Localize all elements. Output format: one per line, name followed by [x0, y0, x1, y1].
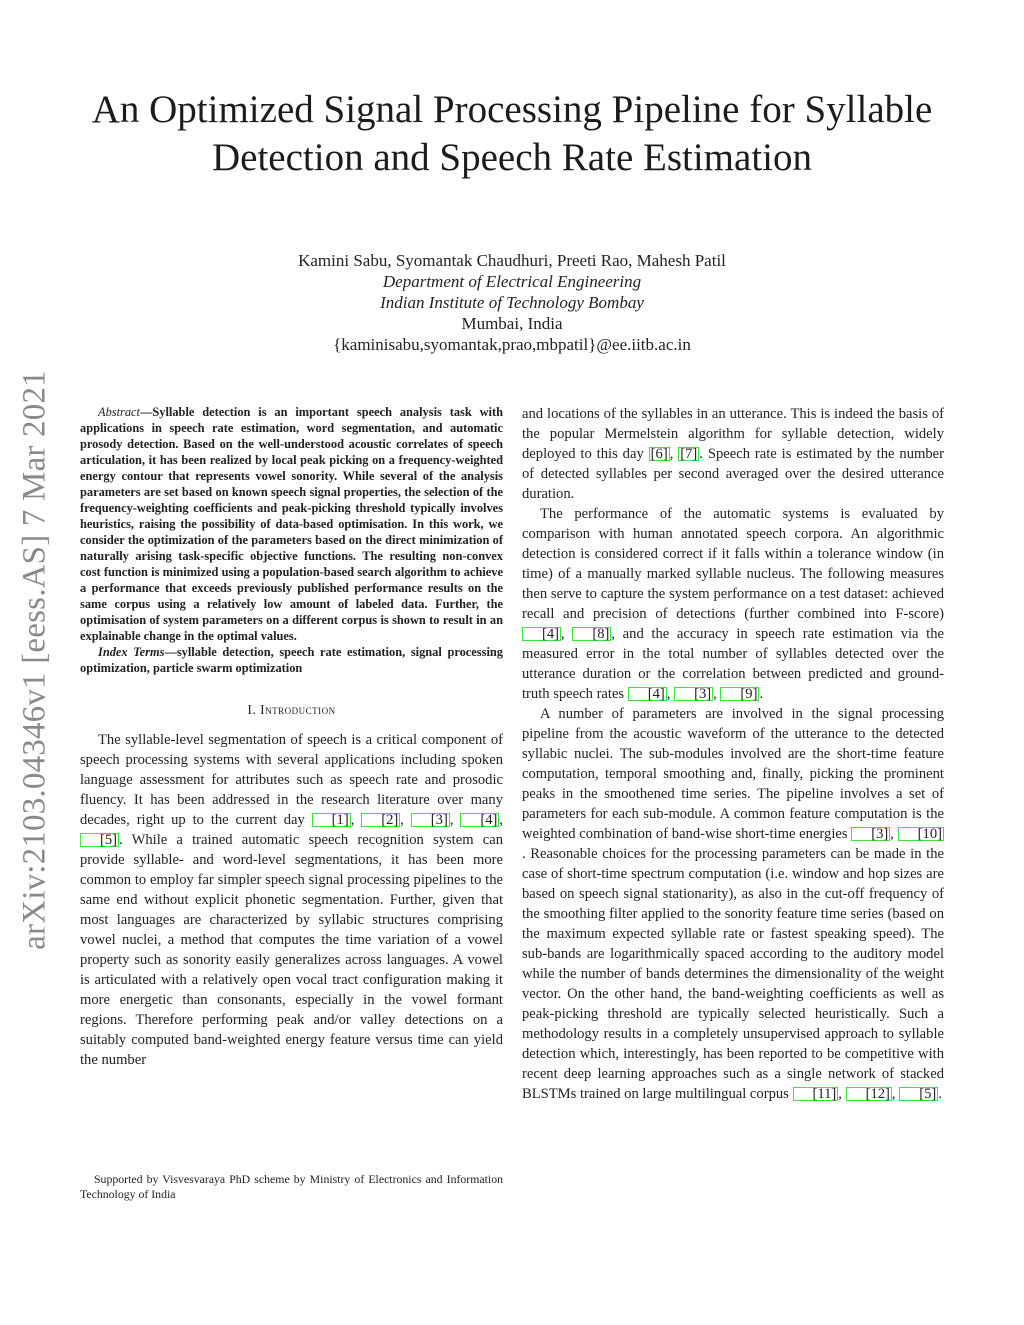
author-institute: Indian Institute of Technology Bombay [380, 293, 644, 312]
citation-link[interactable]: [7] [680, 446, 698, 462]
abstract-label: Abstract [98, 405, 140, 419]
arxiv-identifier [5, 350, 65, 970]
index-terms-label: Index Terms [98, 645, 165, 659]
citation-link[interactable]: [1] [312, 813, 351, 827]
citation-link[interactable]: [2] [361, 813, 400, 827]
intro-paragraph-4: A number of parameters are involved in the signal processing pipeline from the acoustic waveform of the utterance to the detected syllabic nuclei. The sub-modules involved are the short-time feature computation, temporal smoothing and, finally, picking the prominent peaks in the smoothened time series. The pipeline involves a set of parameters for each sub-module. A common feature computation is the weighted combination of band-wise short-time energies [3] , [10]. Reasonable choices for the processing parameters can be made in the case of short-time spectrum computation (i.e. window and hop sizes are based on speech signal stationarity), as also in the cut-off frequency of the smoothing filter applied to the sonority feature time series (based on the maximum expected syllable rate or fastest speaking speed). The sub-bands are logarithmically spaced according to the auditory model while the number of bands determines the dimensionality of the weight vector. On the other hand, the band-weighting coefficients as well as peak-picking threshold are typically selected heuristically. Such a methodology results in a completely unsupervised approach to syllable detection which, interestingly, has been reported to be competitive with recent deep learning approaches such as a single network of stacked BLSTMs trained on large multilingual corpus [11] , [12] , [5] . [522, 706, 944, 1102]
citation-link[interactable]: [9] [720, 687, 759, 701]
abstract-text: —Syllable detection is an important speech analysis task with applications in speech rate estimation, word segmentation, and automatic prosody detection. Based on the well-understood acoustic correlates of speech articulation, it has been realized by local peak picking on a frequency-weighted energy contour that represents vowel sonority. While several of the analysis parameters are set based on known speech signal properties, the selection of the frequency-weighting coefficients and peak-picking threshold typically involves heuristics, raising the possibility of data-based optimisation. In this work, we consider the optimization of the parameters based on the direct minimization of naturally arising task-specific objective functions. The resulting non-convex cost function is minimized using a population-based search algorithm to achieve a performance that exceeds previously published performance results on the same corpus using a relatively low amount of labeled data. Further, the optimisation of system parameters on a different corpus is shown to result in an explainable change in the optimal values. [80, 405, 503, 643]
citation-link[interactable]: [4] [628, 687, 667, 701]
citation-link[interactable]: [3] [411, 813, 450, 827]
author-names: Kamini Sabu, Syomantak Chaudhuri, Preeti Rao, Mahesh Patil [298, 251, 726, 270]
citation-link[interactable]: [4] [460, 813, 499, 827]
intro-paragraph-2: and locations of the syllables in an utterance. This is indeed the basis of the popular Mermelstein algorithm for syllable detection, widely deployed to this day [6] , [7] . Speech rate is estimated by the number of detected syllables per second averaged over the desired utterance duration. [522, 406, 944, 502]
abstract [80, 404, 503, 644]
left-column [80, 404, 503, 1070]
citation-link[interactable]: [8] [572, 627, 611, 641]
citation-link[interactable]: [3] [851, 827, 890, 841]
citation-link[interactable]: [3] [674, 687, 713, 701]
citation-link[interactable]: [5] [899, 1087, 938, 1101]
paper-title: An Optimized Signal Processing Pipeline for Syllable Detection and Speech Rate Estimation [91, 88, 933, 179]
citation-link[interactable]: [5] [80, 833, 119, 847]
author-block [0, 250, 1024, 355]
right-column [522, 404, 944, 1104]
citation-link[interactable]: [12] [846, 1087, 892, 1101]
arxiv-identifier-text: arXiv:2103.04346v1 [eess.AS] 7 Mar 2021 [16, 370, 53, 950]
citation-link[interactable]: [10] [898, 827, 944, 841]
footnote: Supported by Visvesvaraya PhD scheme by Ministry of Electronics and Information Technology of India [80, 1172, 503, 1201]
index-terms-text: —syllable detection, speech rate estimation, signal processing optimization, particle swarm optimization [80, 645, 503, 675]
index-terms [80, 644, 503, 676]
intro-paragraph-3: The performance of the automatic systems is evaluated by comparison with human annotated speech corpora. An algorithmic detection is considered correct if it falls within a tolerance window (in time) of a manually marked syllable nucleus. The following measures then serve to capture the system performance on a test dataset: achieved recall and precision of detections (further combined into F-score) [4] , [8] , and the accuracy in speech rate estimation via the measured error in the total number of syllables detected over the utterance duration or the correlation between predicted and ground-truth speech rates [4] , [3] , [9] . [522, 506, 945, 702]
section-heading-introduction: I. Introduction [247, 702, 336, 717]
citation-link[interactable]: [11] [793, 1087, 839, 1101]
intro-paragraph-1: The syllable-level segmentation of speech is a critical component of speech processing systems with several applications including spoken language assessment for attributes such as speech rate and prosodic fluency. It has been addressed in the research literature over many decades, right up to the current day [1] , [2] , [3] , [4] , [5] . While a trained automatic speech recognition system can provide syllable- and word-level segmentations, it has been more common to employ far simpler speech signal processing pipelines to the same end without explicit phonetic segmentation. Further, given that most languages are characterized by syllabic structures comprising vowel nuclei, a method that computes the time variation of a vowel property such as sonority easily generalizes across languages. A vowel is articulated with a relatively open vocal tract configuration making it more energetic than consonants, especially in the vowel formant regions. Therefore performing peak and/or valley detections on a suitably computed band-weighted energy feature versus time can yield the number [80, 732, 504, 1068]
citation-link[interactable]: [6] [650, 446, 668, 462]
author-email: {kaminisabu,syomantak,prao,mbpatil}@ee.iitb.ac.in [333, 335, 691, 354]
author-department: Department of Electrical Engineering [382, 272, 642, 291]
citation-link[interactable]: [4] [522, 627, 561, 641]
author-location: Mumbai, India [461, 314, 563, 333]
